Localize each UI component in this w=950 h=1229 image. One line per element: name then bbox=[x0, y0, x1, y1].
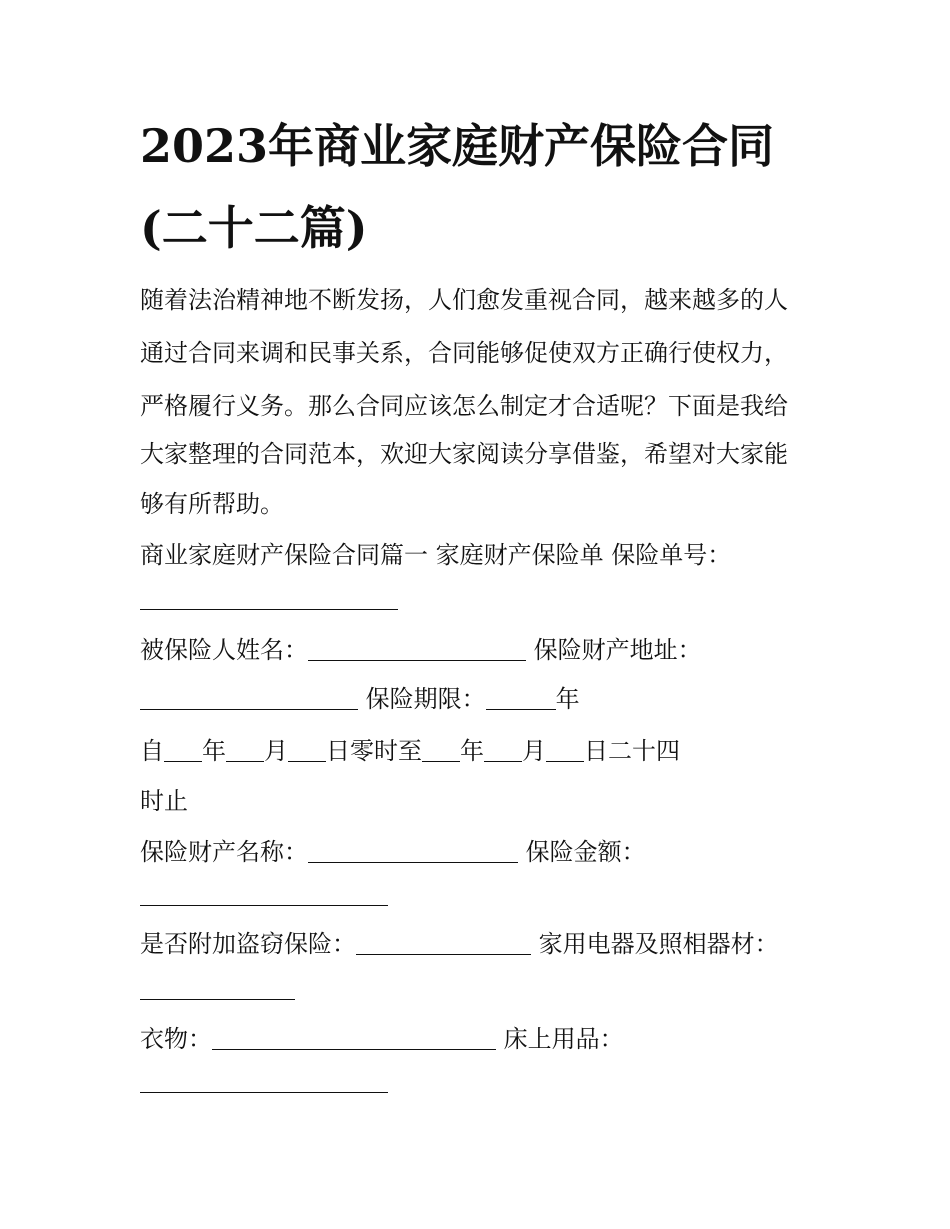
theft-row bbox=[140, 929, 820, 959]
amount-label: 保险金额： bbox=[525, 838, 646, 866]
term-years-blank bbox=[486, 687, 556, 710]
end-year-char: 年 bbox=[460, 737, 484, 765]
property-address-blank bbox=[140, 687, 358, 710]
hour-end: 时止 bbox=[140, 787, 188, 815]
bedding-row bbox=[140, 1067, 820, 1097]
clothes-row bbox=[140, 1024, 820, 1054]
day-zero-to: 日零时至 bbox=[326, 737, 422, 765]
start-year-blank bbox=[164, 739, 202, 762]
amount-row bbox=[140, 880, 820, 910]
document-title-line1: 2023年商业家庭财产保险合同 bbox=[140, 119, 775, 173]
start-day-blank bbox=[288, 739, 326, 762]
intro-line-1: 随着法治精神地不断发扬，人们愈发重视合同，越来越多的人 bbox=[140, 286, 788, 314]
insured-name-blank bbox=[308, 638, 526, 661]
property-address-label: 保险财产地址： bbox=[533, 636, 702, 664]
clothes-label: 衣物： bbox=[140, 1025, 212, 1053]
property-name-label: 保险财产名称： bbox=[140, 838, 308, 866]
intro-line-4: 大家整理的合同范本，欢迎大家阅读分享借鉴，希望对大家能 bbox=[140, 440, 788, 468]
theft-blank bbox=[356, 932, 531, 955]
term-label: 保险期限： bbox=[365, 685, 486, 713]
day-24: 日二十四 bbox=[584, 737, 680, 765]
appliances-label: 家用电器及照相器材： bbox=[538, 930, 779, 958]
start-month-char: 月 bbox=[264, 737, 288, 765]
policy-number-row bbox=[140, 584, 820, 614]
policy-number-blank bbox=[140, 587, 398, 610]
insured-name-label: 被保险人姓名： bbox=[140, 636, 308, 664]
amount-blank bbox=[140, 883, 388, 906]
bedding-label: 床上用品： bbox=[503, 1025, 624, 1053]
start-year-char: 年 bbox=[202, 737, 226, 765]
insured-row bbox=[140, 635, 820, 665]
appliances-row bbox=[140, 974, 820, 1004]
from-char: 自 bbox=[140, 737, 164, 765]
start-month-blank bbox=[226, 739, 264, 762]
document-title-line2: (二十二篇) bbox=[140, 201, 368, 255]
appliances-blank bbox=[140, 977, 295, 1000]
end-month-blank bbox=[484, 739, 522, 762]
intro-line-3: 严格履行义务。那么合同应该怎么制定才合适呢？下面是我给 bbox=[140, 392, 788, 420]
section-heading: 商业家庭财产保险合同篇一 家庭财产保险单 保险单号： bbox=[140, 541, 732, 569]
intro-line-5: 够有所帮助。 bbox=[140, 490, 284, 518]
term-year-char: 年 bbox=[555, 685, 580, 713]
theft-label: 是否附加盗窃保险： bbox=[140, 930, 356, 958]
bedding-blank bbox=[140, 1070, 388, 1093]
period-row bbox=[140, 736, 820, 766]
term-row bbox=[140, 684, 820, 714]
property-name-blank bbox=[308, 840, 518, 863]
clothes-blank bbox=[212, 1027, 496, 1050]
intro-line-2: 通过合同来调和民事关系，合同能够促使双方正确行使权力， bbox=[140, 339, 788, 367]
end-month-char: 月 bbox=[522, 737, 546, 765]
end-year-blank bbox=[422, 739, 460, 762]
property-name-row bbox=[140, 837, 820, 867]
end-day-blank bbox=[546, 739, 584, 762]
